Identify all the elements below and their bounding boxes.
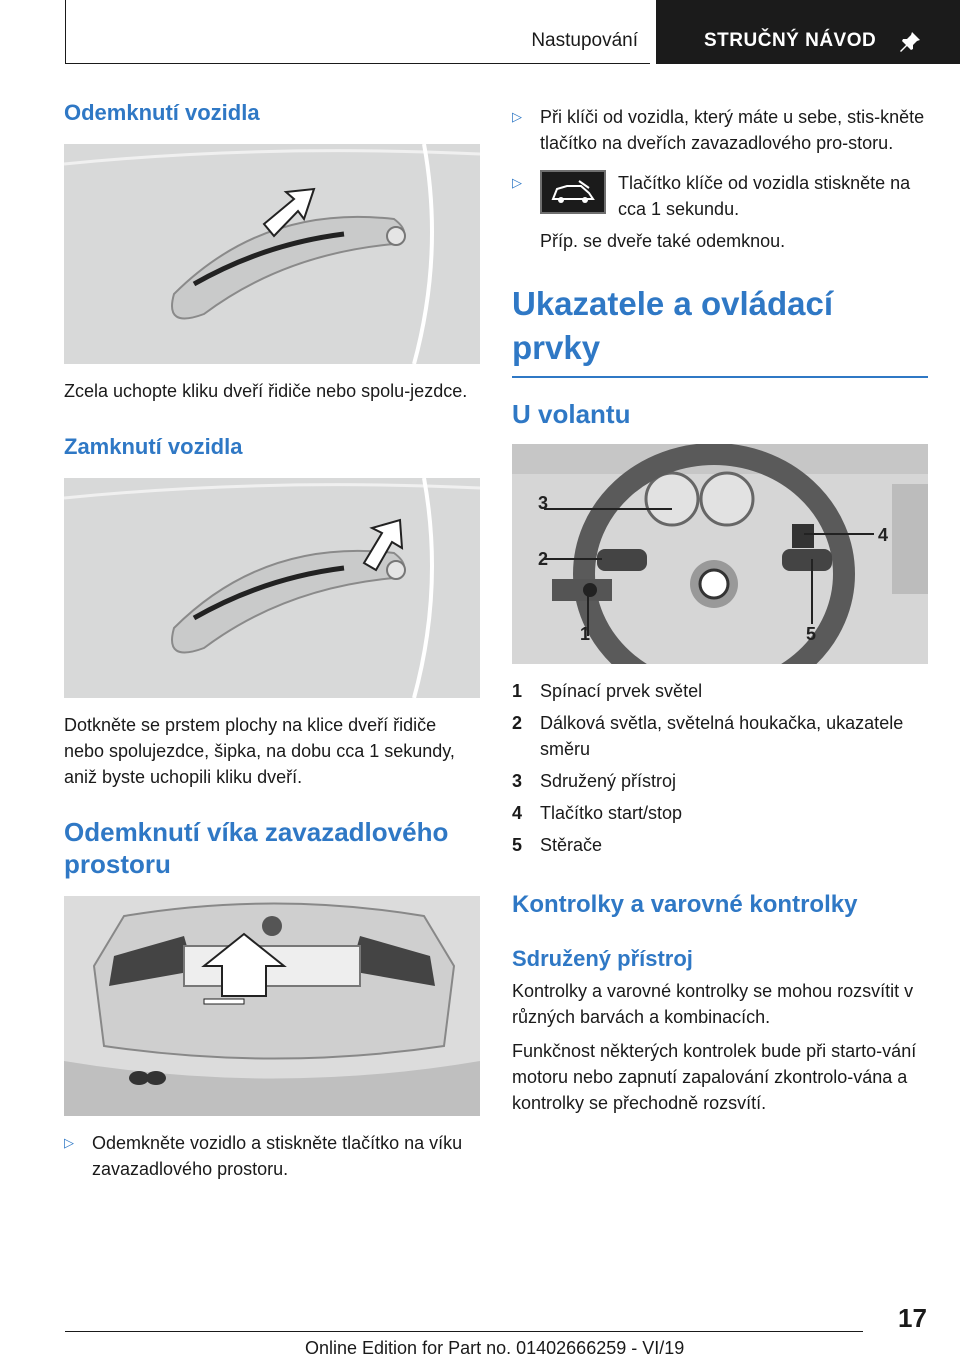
- footer-rule: [65, 1331, 863, 1332]
- left-column: [64, 98, 480, 1182]
- text-lock-instruction: Dotkněte se prstem plochy na klice dveří řidiče nebo spolujezdce, šipka, na dobu cca 1 sekundy, aniž byste uchopili kliku dveří.: [64, 715, 455, 787]
- list-item: 2 Dálková světla, světelná houkačka, ukazatele směru: [512, 713, 904, 759]
- bullet-trunk-button: [64, 1130, 480, 1182]
- header-tab: [656, 0, 960, 64]
- list-item: 4 Tlačítko start/stop: [512, 803, 683, 823]
- callout-5: 5: [806, 624, 817, 644]
- image-trunk-lid: [64, 896, 480, 1116]
- footer-edition: Online Edition for Part no. 01402666259 - VI/19: [305, 1338, 685, 1358]
- bullet-remote-text: Tlačítko klíče od vozidla stiskněte na cca 1 sekundu.: [618, 173, 911, 219]
- heading-instrument-cluster: Sdružený přístroj: [512, 946, 693, 971]
- callout-3: 3: [538, 493, 549, 513]
- text-cluster-1: Kontrolky a varovné kontrolky se mohou rozsvítit v různých barvách a kombinacích.: [512, 981, 914, 1027]
- callout-1: 1: [580, 624, 591, 644]
- header-rule-left: [65, 0, 66, 64]
- list-item: 1 Spínací prvek světel: [512, 681, 703, 701]
- right-column: [512, 104, 928, 1116]
- controls-list: [512, 678, 928, 858]
- triangle-bullet-icon: ▷: [64, 1135, 74, 1150]
- heading-lock-vehicle: Zamknutí vozidla: [64, 434, 243, 459]
- triangle-bullet-icon: ▷: [512, 175, 522, 190]
- bullet-key-trunk: [512, 104, 928, 156]
- callout-4: 4: [878, 525, 889, 545]
- text-cluster-2: Funkčnost některých kontrolek bude při starto-vání motoru nebo zapnutí zapalování zkontrolo-vána a kontrolky se přechodně rozsvítí.: [512, 1041, 917, 1113]
- bullet-remote-key: [512, 170, 928, 222]
- list-item: 5 Stěrače: [512, 835, 603, 855]
- heading-warning-lights: Kontrolky a varovné kontrolky: [512, 891, 858, 918]
- header-section-title: Nastupování: [531, 30, 638, 51]
- heading-unlock-vehicle: Odemknutí vozidla: [64, 100, 260, 125]
- image-steering-wheel: [512, 444, 928, 664]
- bullet-key-text: Při klíči od vozidla, který máte u sebe, stis-kněte tlačítko na dveřích zavazadlového pro-storu.: [540, 107, 925, 153]
- heading-unlock-trunk: Odemknutí víka zavazadlového prostoru: [64, 817, 449, 879]
- heading-steering-wheel: U volantu: [512, 399, 631, 429]
- heading-controls: Ukazatele a ovládací prvky: [512, 282, 928, 378]
- bullet-trunk-text: Odemkněte vozidlo a stiskněte tlačítko na víku zavazadlového prostoru.: [92, 1133, 463, 1179]
- text-doors-unlock: Příp. se dveře také odemknou.: [540, 231, 786, 251]
- page-number: 17: [898, 1303, 927, 1333]
- image-door-handle-touch: [64, 478, 480, 698]
- triangle-bullet-icon: ▷: [512, 109, 522, 124]
- text-unlock-instruction: Zcela uchopte kliku dveří řidiče nebo spolu-jezdce.: [64, 381, 468, 401]
- image-door-handle-grip: [64, 144, 480, 364]
- header-tab-label: STRUČNÝ NÁVOD: [704, 30, 877, 51]
- pin-icon: [898, 30, 922, 54]
- list-item: 3 Sdružený přístroj: [512, 771, 677, 791]
- callout-2: 2: [538, 549, 549, 569]
- header-rule-bottom: [65, 63, 650, 64]
- trunk-key-icon: [540, 170, 606, 214]
